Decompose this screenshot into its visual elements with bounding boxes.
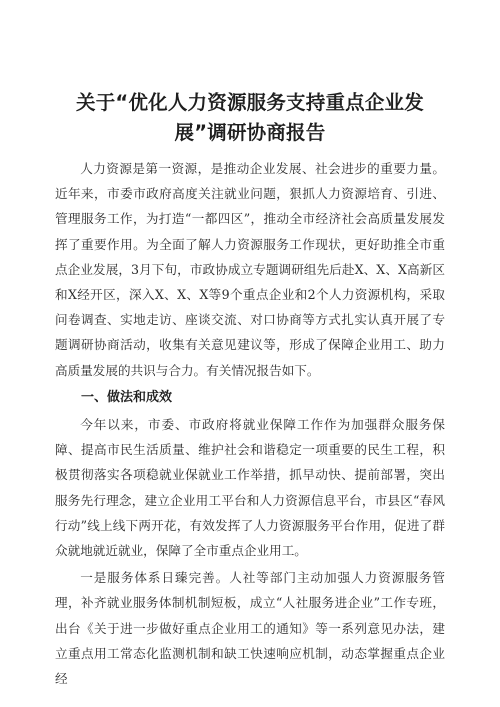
document-title: 关于“优化人力资源服务支持重点企业发展”调研协商报告 [76,91,424,144]
body-paragraph-1: 今年以来，市委、市政府将就业保障工作作为加强群众服务保障、提高市民生活质量、维护社会和谐稳定一项重要的民生工程，积极贯彻落实各项稳就业保就业工作举措，抓早动快、提前部署，突出服务先行理念，建立企业用工平台和人力资源信息平台，市县区“春风行动”线上线下两开花，有效发挥了人力资源服务平台作用，促进了群众就地就近就业，保障了全市重点企业用工。 [55,417,445,559]
body-paragraph-2: 一是服务体系日臻完善。人社等部门主动加强人力资源服务管理，补齐就业服务体制机制短板，成立“人社服务进企业”工作专班，出台《关于进一步做好重点企业用工的通知》等一系列意见办法，建立重点用工常态化监测机制和缺工快速响应机制，动态掌握重点企业经 [55,570,445,687]
intro-paragraph: 人力资源是第一资源，是推动企业发展、社会进步的重要力量。近年来，市委市政府高度关注就业问题，狠抓人力资源培育、引进、管理服务工作，为打造“一都四区”，推动全市经济社会高质量发展发挥了重要作用。为全面了解人力资源服务工作现状，更好助推全市重点企业发展，3月下旬，市政协成立专题调研组先后赴X、X、X高新区和X经开区，深入X、X、X等9个重点企业和2个人力资源机构，采取问卷调查、实地走访、座谈交流、对口协商等方式扎实认真开展了专题调研协商活动，收集有关意见建议等，形成了保障企业用工、助力高质量发展的共识与合力。有关情况报告如下。 [55,161,445,378]
section-heading: 一、做法和成效 [81,389,173,405]
